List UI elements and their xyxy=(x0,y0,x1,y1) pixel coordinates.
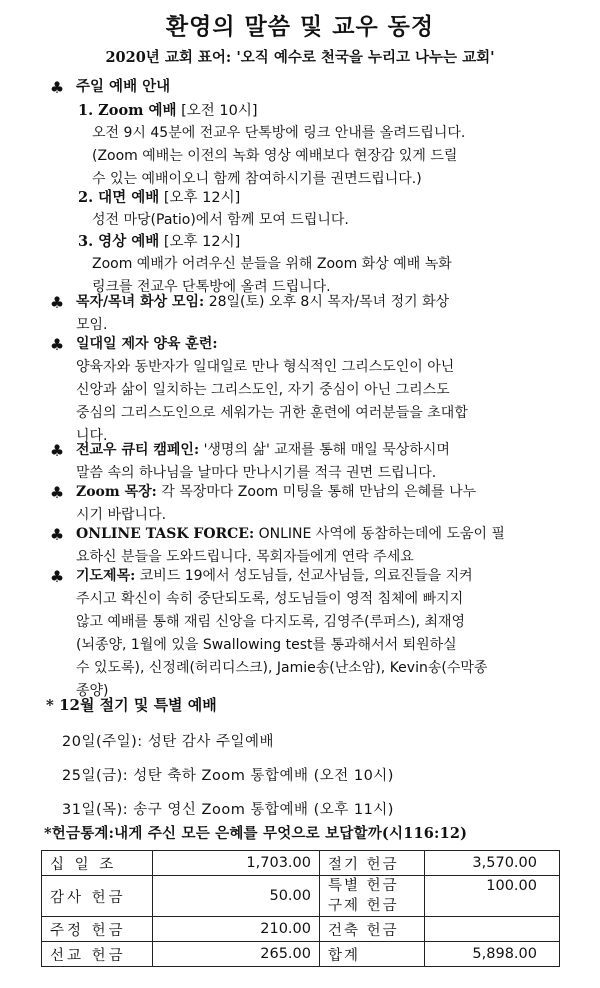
offering-amount: 210.00 xyxy=(153,917,320,942)
worship-item-desc: 오전 9시 45분에 전교우 단톡방에 링크 안내를 올려드립니다. (Zoom 예배는 이전의 녹화 영상 예배보다 현장감 있게 드릴 수 있는 예배이오니 함께 참여하시기를 권면드립니다.) xyxy=(92,125,466,187)
club-bullet-icon: ♣ xyxy=(49,483,65,502)
offering-label: 선교 헌금 xyxy=(42,942,153,967)
club-bullet-icon: ♣ xyxy=(49,293,65,312)
worship-item-time: [오전 10시] xyxy=(181,103,258,119)
worship-item-zoom xyxy=(78,99,258,123)
offering-amount: 3,570.00 xyxy=(425,851,560,876)
offering-amount: 5,898.00 xyxy=(425,942,560,967)
offering-amount: 50.00 xyxy=(153,876,320,917)
table-row xyxy=(42,942,560,967)
worship-item-desc: Zoom 예배가 어려우신 분들을 위해 Zoom 화상 예배 녹화 링크를 전교우 단톡방에 올려 드립니다. xyxy=(92,256,452,295)
special-event: 31일(목): 송구 영신 Zoom 통합예배 (오후 11시) xyxy=(62,802,394,818)
club-bullet-icon: ♣ xyxy=(49,441,65,460)
table-row xyxy=(42,851,560,876)
special-services-title: * 12월 절기 및 특별 예배 xyxy=(46,696,217,714)
notice-label: Zoom 목장: xyxy=(76,484,157,500)
club-bullet-icon: ♣ xyxy=(49,525,65,544)
notice-label: 일대일 제자 양육 훈련: xyxy=(76,336,218,352)
offering-label: 절기 헌금 xyxy=(320,851,425,876)
worship-heading: 주일 예배 안내 xyxy=(76,79,171,95)
table-row xyxy=(42,917,560,942)
page-title: 환영의 말씀 및 교우 동정 xyxy=(165,13,435,40)
offering-label: 특별 헌금 구제 헌금 xyxy=(320,876,425,917)
worship-item-time: [오후 12시] xyxy=(163,234,241,250)
offering-table xyxy=(41,850,560,967)
offering-amount: 265.00 xyxy=(153,942,320,967)
worship-item-time: [오후 12시] xyxy=(163,190,241,206)
worship-item-in-person xyxy=(78,186,240,210)
worship-item-title: 3. 영상 예배 xyxy=(78,233,160,250)
table-row xyxy=(42,876,560,917)
special-event: 25일(금): 성탄 축하 Zoom 통합예배 (오전 10시) xyxy=(62,768,394,784)
notice-label: 전교우 큐티 캠페인: xyxy=(76,442,200,458)
offering-label: 십 일 조 xyxy=(42,851,153,876)
offering-label: 주정 헌금 xyxy=(42,917,153,942)
worship-item-desc: 성전 마당(Patio)에서 함께 모여 드립니다. xyxy=(92,212,349,228)
worship-item-title: 2. 대면 예배 xyxy=(78,189,160,206)
offering-label: 합계 xyxy=(320,942,425,967)
offering-amount: 1,703.00 xyxy=(153,851,320,876)
club-bullet-icon: ♣ xyxy=(49,567,65,586)
notice-label: 목자/목녀 화상 모임: xyxy=(76,294,205,310)
offering-label: 감사 헌금 xyxy=(42,876,153,917)
notice-label: 기도제목: xyxy=(76,568,136,584)
offering-label: 건축 헌금 xyxy=(320,917,425,942)
club-bullet-icon: ♣ xyxy=(49,335,65,354)
offering-title: *헌금통계:내게 주신 모든 은혜를 무엇으로 보답할까(시116:12) xyxy=(44,825,468,842)
club-bullet-icon: ♣ xyxy=(49,78,65,97)
offering-amount: 100.00 xyxy=(425,876,560,917)
worship-item-video xyxy=(78,230,240,254)
church-motto: 2020년 교회 표어: '오직 예수로 천국을 누리고 나누는 교회' xyxy=(105,49,495,66)
special-event: 20일(주일): 성탄 감사 주일예배 xyxy=(62,734,275,750)
worship-item-title: 1. Zoom 예배 xyxy=(78,102,177,119)
offering-amount xyxy=(425,917,560,942)
notice-label: ONLINE TASK FORCE: xyxy=(76,526,255,542)
